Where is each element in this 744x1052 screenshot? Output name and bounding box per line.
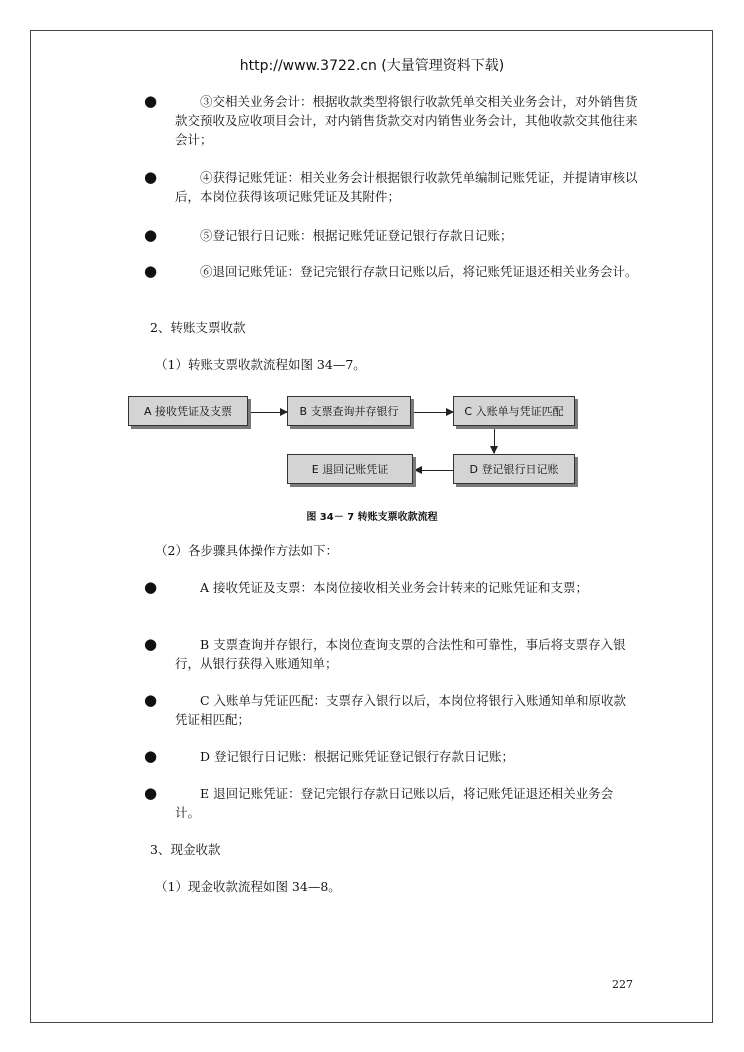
subsection-text: （2）各步骤具体操作方法如下： xyxy=(155,543,338,558)
bullet-first-line: ⑤登记银行日记账：根据记账凭证登记银行存款日记账； xyxy=(200,228,513,243)
list-item xyxy=(144,226,638,245)
bullet-icon: ● xyxy=(144,168,158,186)
flow-box-d: D 登记银行日记账 xyxy=(453,454,575,484)
flow-box-b: B 支票查询并存银行 xyxy=(287,396,411,426)
bullet-first-line: ⑥退回记账凭证：登记完银行存款日记账以后，将记账凭证退还相 xyxy=(200,264,563,279)
bullet-icon: ● xyxy=(144,691,158,709)
bullet-icon: ● xyxy=(144,92,158,110)
header-url: http://www.3722.cn (大量管理资料下载) xyxy=(239,58,505,74)
bullet-rest: 支票存入银行，从银行获得入账通知单； xyxy=(175,637,626,671)
bullet-rest: 单和原收款凭证相匹配； xyxy=(175,693,627,727)
bullet-first-line: A 接收凭证及支票：本岗位接收相关业务会计转来的记账凭证和支 xyxy=(200,580,564,595)
bullet-rest: 关业务会计。 xyxy=(562,264,638,279)
list-item xyxy=(144,747,638,766)
bullet-icon: ● xyxy=(144,262,158,280)
section-heading: 2、转账支票收款 xyxy=(150,320,246,335)
figure-caption: 图 34－ 7 转账支票收款流程 xyxy=(306,512,438,523)
bullet-first-line: B 支票查询并存银行，本岗位查询支票的合法性和可靠性，事后将 xyxy=(200,637,564,652)
flow-box-e: E 退回记账凭证 xyxy=(287,454,413,484)
bullet-first-line: D 登记银行日记账：根据记账凭证登记银行存款日记账； xyxy=(200,749,514,764)
list-item xyxy=(144,784,638,822)
bullet-first-line: ③交相关业务会计：根据收款类型将银行收款凭单交相关业务会计， xyxy=(200,94,576,109)
arrow-left-icon xyxy=(415,470,453,471)
flowchart xyxy=(120,392,600,522)
bullet-first-line: E 退回记账凭证：登记完银行存款日记账以后，将记账凭证退还相 xyxy=(200,786,564,801)
subsection-text: （1）现金收款流程如图 34—8。 xyxy=(155,879,341,894)
section-heading: 3、现金收款 xyxy=(150,842,221,857)
list-item xyxy=(144,635,638,673)
bullet-icon: ● xyxy=(144,784,158,802)
arrow-right-icon xyxy=(414,412,453,413)
flow-box-c: C 入账单与凭证匹配 xyxy=(453,396,575,426)
page-number: 227 xyxy=(612,978,633,991)
list-item xyxy=(144,262,638,281)
list-item xyxy=(144,578,638,597)
bullet-rest: 对外销售货款交预收及应收项目会计，对内销售货款交对内销售业务会计，其他收款交其他往来会计； xyxy=(175,94,638,147)
list-item xyxy=(144,92,638,149)
list-item xyxy=(144,691,638,729)
bullet-rest: 并提请审核以后，本岗位获得该项记账凭证及其附件； xyxy=(175,170,638,204)
arrow-down-icon xyxy=(494,429,495,453)
bullet-icon: ● xyxy=(144,578,158,596)
subsection-text: （1）转账支票收款流程如图 34—7。 xyxy=(155,357,366,372)
list-item xyxy=(144,168,638,206)
flow-box-a: A 接收凭证及支票 xyxy=(128,396,248,426)
bullet-rest: 关业务会计。 xyxy=(175,786,614,820)
bullet-icon: ● xyxy=(144,747,158,765)
bullet-icon: ● xyxy=(144,226,158,244)
bullet-first-line: ④获得记账凭证：相关业务会计根据银行收款凭单编制记账凭证， xyxy=(200,170,563,185)
bullet-first-line: C 入账单与凭证匹配：支票存入银行以后，本岗位将银行入账通知 xyxy=(200,693,564,708)
bullet-rest: 票； xyxy=(563,580,589,595)
arrow-right-icon xyxy=(251,412,287,413)
bullet-icon: ● xyxy=(144,635,158,653)
